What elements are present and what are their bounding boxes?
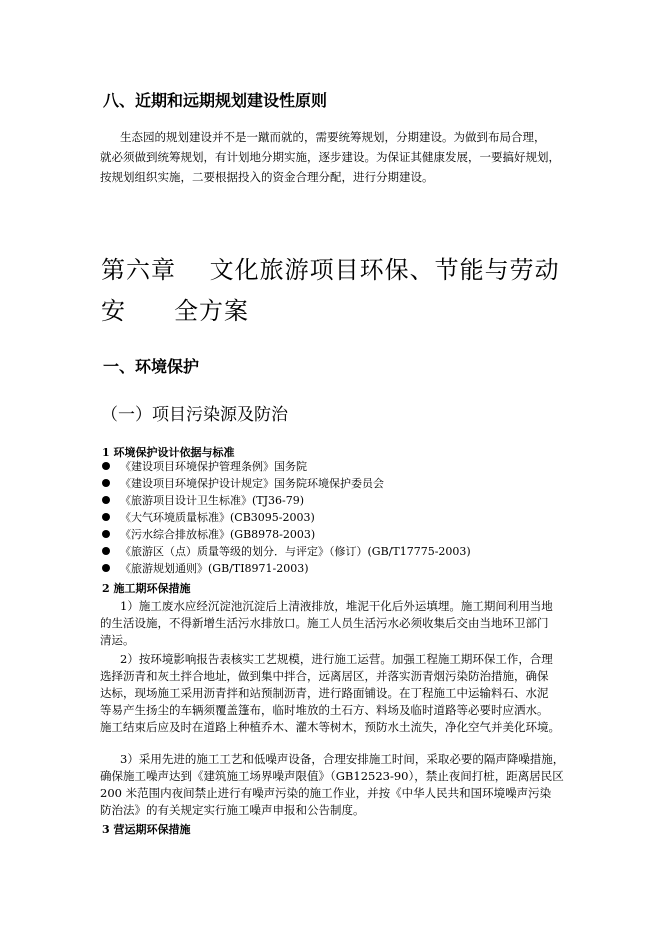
paragraph-line: 确保施工噪声达到《建筑施工场界噪声限值》（GB12523-90），禁止夜间打桩，距离居民区 (100, 769, 564, 783)
list-item: 《建设项目环境保护管理条例》国务院 (102, 459, 307, 475)
design-basis-heading: 1 环境保护设计依据与标准 (102, 446, 235, 459)
bullet-icon (102, 479, 110, 487)
list-item: 《大气环境质量标准》(CB3095-2003) (102, 510, 315, 526)
paragraph-line: 达标，现场施工采用沥青拌和站预制沥青，进行路面铺设。在丁程施工中运输料石、水泥 (100, 686, 549, 700)
bullet-icon (102, 547, 110, 555)
paragraph-line: 选择沥青和灰土拌合地址，做到集中拌合，远离居区，并落实沥青烟污染防治措施，确保 (100, 669, 549, 683)
paragraph-line: 200 米范围内夜间禁止进行有噪声污染的施工作业，并按《中华人民共和国环境噪声污染 (100, 786, 552, 800)
list-item: 《旅游规划通则》(GB/TI8971-2003) (102, 561, 309, 577)
paragraph-line: 等易产生扬尘的车辆须覆盖篷布，临时堆放的土石方、料场及临时道路等必要时应洒水。 (100, 703, 549, 717)
subsection-heading-pollution: （一）项目污染源及防治 (101, 405, 288, 425)
paragraph-line: 防治法》的有关规定实行施工噪声申报和公告制度。 (100, 803, 365, 817)
section-heading-planning-principles: 八、近期和远期规划建设性原则 (103, 91, 328, 110)
list-item: 《污水综合排放标准》(GB8978-2003) (102, 527, 315, 543)
paragraph-line: 按规划组织实施，二要根据投入的资金合理分配，进行分期建设。 (100, 170, 434, 184)
paragraph-line: 3）采用先进的施工工艺和低噪声设备，合理安排施工时间，采取必要的隔声降噪措施， (120, 752, 565, 766)
bullet-icon (102, 496, 110, 504)
bullet-icon (102, 530, 110, 538)
chapter-title-line-2a: 安 (101, 297, 126, 325)
list-item: 《旅游区（点）质量等级的划分．与评定》（修订）(GB/T17775-2003) (102, 544, 471, 560)
paragraph-line: 清运。 (100, 633, 135, 647)
paragraph-line: 生态园的规划建设并不是一蹴而就的，需要统筹规划，分期建设。为做到布局合理， (120, 130, 546, 144)
bullet-icon (102, 462, 110, 470)
paragraph-line: 的生活设施，不得新增生活污水排放口。施工人员生活污水必须收集后交由当地环卫部门 (100, 616, 549, 630)
list-item: 《旅游项目设计卫生标准》(TJ36-79) (102, 493, 304, 509)
chapter-title-line-2b: 全方案 (174, 297, 249, 325)
paragraph-line: 施工结束后应及时在道路上种植乔木、灌木等树木，预防水土流失，净化空气并美化环境。 (100, 720, 560, 734)
list-item: 《建设项目环境保护设计规定》国务院环境保护委员会 (102, 476, 384, 492)
section-heading-environment: 一、环境保护 (103, 357, 200, 376)
bullet-icon (102, 564, 110, 572)
construction-heading: 2 施工期环保措施 (102, 582, 191, 595)
bullet-icon (102, 513, 110, 521)
operation-heading: 3 营运期环保措施 (102, 823, 191, 836)
paragraph-line: 就必须做到统筹规划，有计划地分期实施，逐步建设。为保证其健康发展，一要搞好规划， (100, 150, 560, 164)
paragraph-line: 2）按环境影响报告表核实工艺规模，进行施工运营。加强工程施工期环保工作，合理 (120, 652, 553, 666)
chapter-title-line-1: 第六章 文化旅游项目环保、节能与劳动 (101, 256, 560, 284)
paragraph-line: 1）施工废水应经沉淀池沉淀后上清液排放，堆泥干化后外运填埋。施工期间利用当地 (120, 599, 553, 613)
